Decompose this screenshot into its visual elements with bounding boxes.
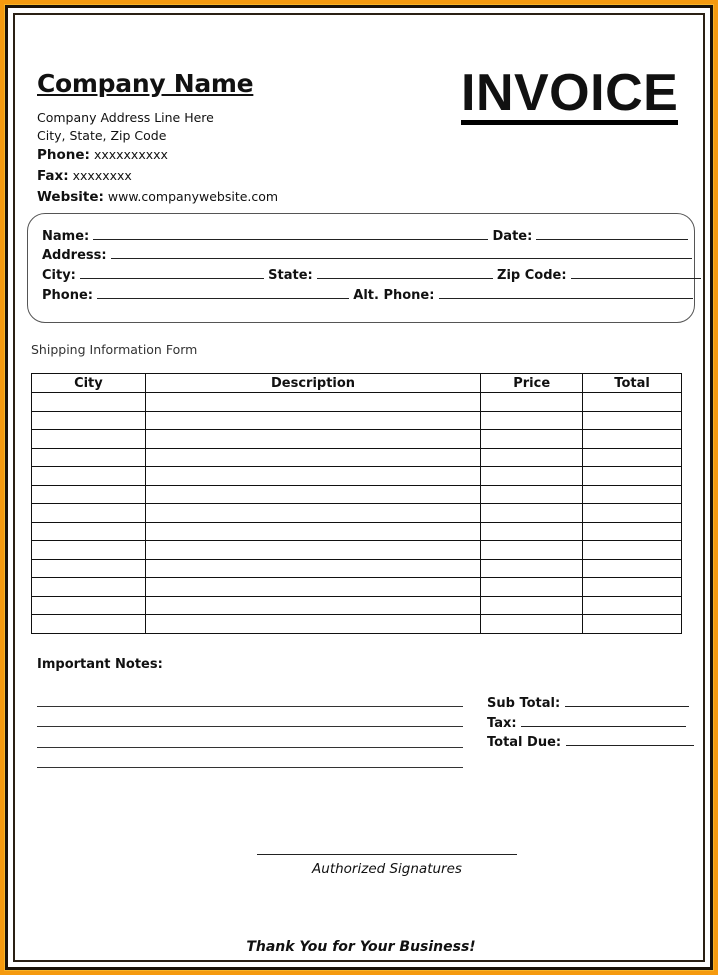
note-line[interactable] <box>37 705 463 707</box>
items-table <box>31 373 682 634</box>
table-row <box>32 578 682 597</box>
alt-phone-field[interactable] <box>439 286 693 299</box>
table-row <box>32 467 682 486</box>
table-row <box>32 485 682 504</box>
customer-info-box <box>27 213 695 323</box>
address-field[interactable] <box>111 246 692 259</box>
table-row <box>32 541 682 560</box>
invoice-title: INVOICE <box>461 67 678 125</box>
col-total: Total <box>583 374 682 393</box>
table-row <box>32 559 682 578</box>
shipping-form-label: Shipping Information Form <box>31 342 198 357</box>
table-cell[interactable] <box>481 578 583 597</box>
table-cell[interactable] <box>481 541 583 560</box>
table-cell[interactable] <box>145 467 480 486</box>
note-line[interactable] <box>37 725 463 727</box>
state-label: State: <box>268 268 313 283</box>
table-row <box>32 615 682 634</box>
note-line[interactable] <box>37 746 463 748</box>
table-row <box>32 448 682 467</box>
table-header-row <box>32 374 682 393</box>
subtotal-field[interactable] <box>565 694 689 707</box>
table-cell[interactable] <box>145 522 480 541</box>
company-phone <box>37 147 168 163</box>
table-cell[interactable] <box>583 559 682 578</box>
table-cell[interactable] <box>32 578 146 597</box>
phone-row <box>42 286 693 303</box>
website-value: www.companywebsite.com <box>107 189 279 204</box>
table-cell[interactable] <box>145 504 480 523</box>
table-row <box>32 430 682 449</box>
note-line[interactable] <box>37 766 463 768</box>
subtotal-row <box>487 694 689 711</box>
table-cell[interactable] <box>145 411 480 430</box>
table-cell[interactable] <box>481 411 583 430</box>
table-cell[interactable] <box>32 485 146 504</box>
table-cell[interactable] <box>481 393 583 412</box>
table-cell[interactable] <box>481 504 583 523</box>
table-cell[interactable] <box>583 504 682 523</box>
table-cell[interactable] <box>583 522 682 541</box>
table-cell[interactable] <box>145 448 480 467</box>
total-due-row <box>487 733 694 750</box>
tax-row <box>487 714 686 731</box>
city-row <box>42 266 701 283</box>
table-cell[interactable] <box>583 578 682 597</box>
table-cell[interactable] <box>583 596 682 615</box>
table-cell[interactable] <box>32 541 146 560</box>
table-cell[interactable] <box>583 541 682 560</box>
state-field[interactable] <box>317 266 493 279</box>
table-cell[interactable] <box>583 393 682 412</box>
alt-phone-label: Alt. Phone: <box>353 288 435 303</box>
table-cell[interactable] <box>481 448 583 467</box>
table-cell[interactable] <box>145 485 480 504</box>
table-cell[interactable] <box>32 504 146 523</box>
zip-label: Zip Code: <box>497 268 567 283</box>
table-cell[interactable] <box>32 522 146 541</box>
table-cell[interactable] <box>145 578 480 597</box>
table-cell[interactable] <box>145 541 480 560</box>
table-cell[interactable] <box>32 615 146 634</box>
invoice-page <box>13 13 705 962</box>
table-row <box>32 393 682 412</box>
table-cell[interactable] <box>32 393 146 412</box>
table-cell[interactable] <box>145 430 480 449</box>
table-row <box>32 522 682 541</box>
table-cell[interactable] <box>32 559 146 578</box>
table-cell[interactable] <box>583 411 682 430</box>
tax-label: Tax: <box>487 716 517 731</box>
company-city: City, State, Zip Code <box>37 128 167 143</box>
col-city: City <box>32 374 146 393</box>
signature-line[interactable] <box>257 853 517 855</box>
fax-value: xxxxxxxx <box>72 168 132 183</box>
address-row <box>42 246 692 263</box>
table-row <box>32 411 682 430</box>
name-field[interactable] <box>93 227 488 240</box>
table-cell[interactable] <box>145 596 480 615</box>
city-label: City: <box>42 268 76 283</box>
customer-phone-field[interactable] <box>97 286 349 299</box>
total-due-field[interactable] <box>566 733 694 746</box>
table-cell[interactable] <box>32 467 146 486</box>
zip-field[interactable] <box>571 266 701 279</box>
table-cell[interactable] <box>32 430 146 449</box>
table-cell[interactable] <box>145 393 480 412</box>
phone-value: xxxxxxxxxx <box>93 147 168 162</box>
tax-field[interactable] <box>521 714 686 727</box>
table-cell[interactable] <box>583 430 682 449</box>
table-cell[interactable] <box>481 559 583 578</box>
table-cell[interactable] <box>481 596 583 615</box>
subtotal-label: Sub Total: <box>487 696 561 711</box>
table-cell[interactable] <box>583 615 682 634</box>
address-label: Address: <box>42 248 107 263</box>
table-cell[interactable] <box>481 467 583 486</box>
table-cell[interactable] <box>481 485 583 504</box>
table-cell[interactable] <box>145 615 480 634</box>
table-cell[interactable] <box>32 411 146 430</box>
date-label: Date: <box>492 229 533 244</box>
table-body <box>32 393 682 634</box>
fax-label: Fax: <box>37 168 69 184</box>
table-row <box>32 504 682 523</box>
table-cell[interactable] <box>145 559 480 578</box>
table-cell[interactable] <box>32 448 146 467</box>
thank-you-message: Thank You for Your Business! <box>246 939 476 955</box>
col-price: Price <box>481 374 583 393</box>
company-fax <box>37 168 132 184</box>
total-due-label: Total Due: <box>487 735 562 750</box>
city-field[interactable] <box>80 266 264 279</box>
table-cell[interactable] <box>32 596 146 615</box>
website-label: Website: <box>37 189 104 205</box>
customer-phone-label: Phone: <box>42 288 93 303</box>
name-label: Name: <box>42 229 90 244</box>
table-cell[interactable] <box>481 615 583 634</box>
date-field[interactable] <box>536 227 688 240</box>
name-row <box>42 227 688 244</box>
phone-label: Phone: <box>37 147 90 163</box>
company-address: Company Address Line Here <box>37 110 214 125</box>
table-cell[interactable] <box>583 467 682 486</box>
notes-label: Important Notes: <box>37 657 163 672</box>
col-description: Description <box>145 374 480 393</box>
company-name: Company Name <box>37 69 254 98</box>
table-cell[interactable] <box>583 448 682 467</box>
table-cell[interactable] <box>583 485 682 504</box>
signature-label: Authorized Signatures <box>312 861 462 877</box>
table-cell[interactable] <box>481 430 583 449</box>
company-website <box>37 189 278 205</box>
table-cell[interactable] <box>481 522 583 541</box>
table-row <box>32 596 682 615</box>
